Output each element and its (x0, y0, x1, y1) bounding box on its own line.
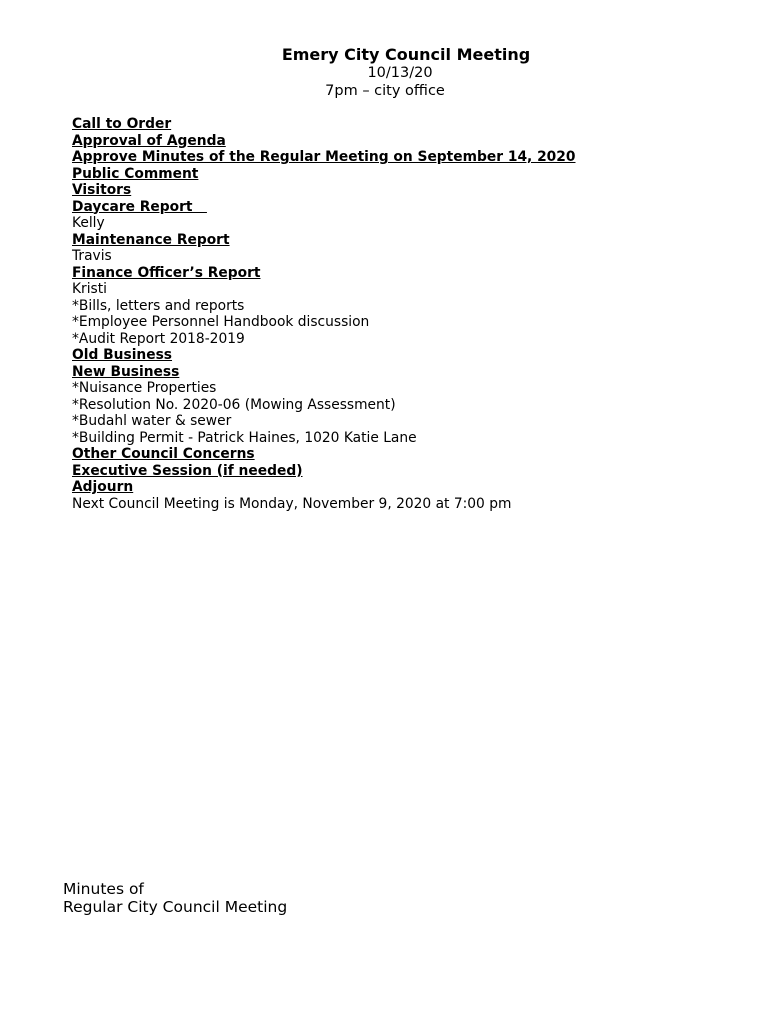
agenda-detail: Next Council Meeting is Monday, November 9, 2020 at 7:00 pm (72, 495, 512, 512)
agenda-detail: *Resolution No. 2020-06 (Mowing Assessment) (72, 396, 396, 413)
agenda-heading: Visitors (72, 182, 132, 198)
agenda-detail: Kristi (72, 281, 107, 297)
agenda-detail: *Audit Report 2018-2019 (72, 330, 245, 347)
footer-line-1: Minutes of (63, 880, 144, 898)
meeting-date: 10/13/20 (367, 65, 433, 81)
agenda-heading: Adjourn (72, 479, 134, 495)
agenda-detail: Kelly (72, 215, 105, 231)
document-footer (63, 880, 287, 916)
agenda-heading: New Business (72, 363, 180, 380)
agenda-detail: Travis (72, 248, 112, 264)
agenda-heading: Public Comment (72, 165, 199, 182)
meeting-title: Emery City Council Meeting (281, 45, 531, 64)
agenda-heading: Daycare Report (72, 198, 207, 215)
agenda-heading: Approval of Agenda (72, 132, 226, 149)
agenda-detail: *Employee Personnel Handbook discussion (72, 314, 370, 330)
agenda-heading: Other Council Concerns (72, 446, 255, 462)
agenda-heading: Old Business (72, 347, 173, 363)
agenda-heading: Finance Officer’s Report (72, 264, 261, 281)
document-header (0, 45, 770, 100)
agenda-heading: Approve Minutes of the Regular Meeting on September 14, 2020 (72, 149, 576, 165)
footer-line-2: Regular City Council Meeting (63, 898, 288, 916)
agenda-heading: Maintenance Report (72, 231, 230, 248)
agenda-detail: *Bills, letters and reports (72, 297, 245, 314)
meeting-location: 7pm – city office (325, 83, 445, 99)
agenda-list (72, 116, 762, 512)
agenda-detail: *Nuisance Properties (72, 380, 217, 396)
agenda-heading: Call to Order (72, 116, 172, 132)
agenda-detail: *Budahl water & sewer (72, 413, 232, 429)
agenda-heading: Executive Session (if needed) (72, 462, 303, 479)
agenda-detail: *Building Permit - Patrick Haines, 1020 Katie Lane (72, 429, 417, 446)
